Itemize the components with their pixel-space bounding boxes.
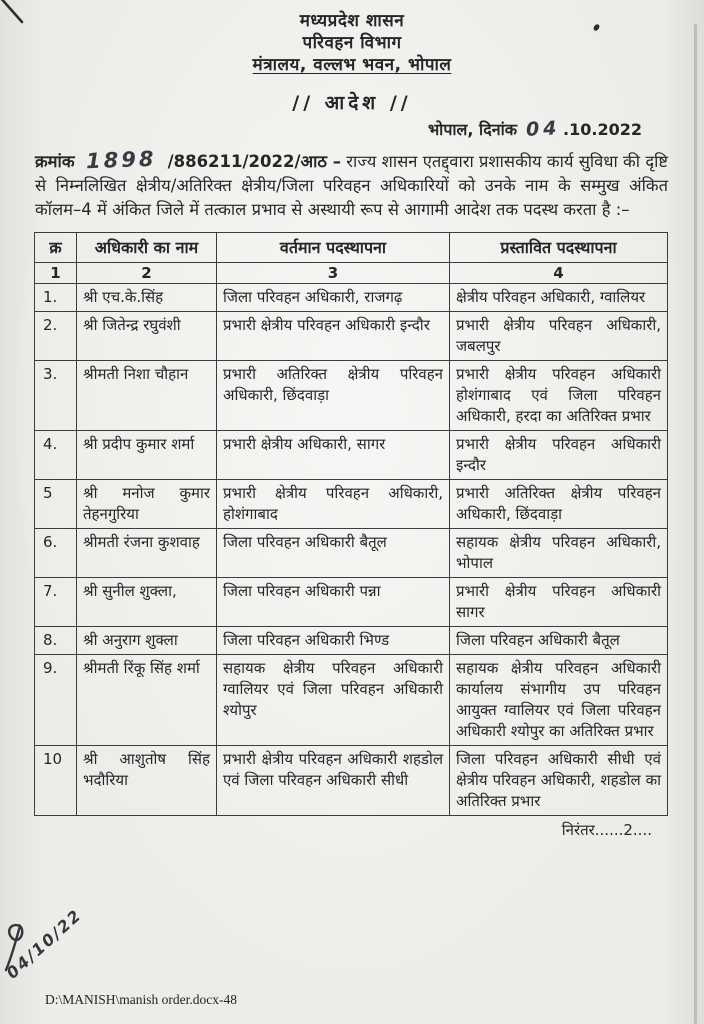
col-header-proposed-posting: प्रस्तावित पदस्थापना bbox=[450, 233, 668, 263]
document-header bbox=[0, 10, 704, 76]
table-row bbox=[35, 627, 668, 655]
cell-serial-number: 10 bbox=[35, 746, 77, 816]
pen-checkmark-topleft bbox=[0, 0, 30, 28]
table-row bbox=[35, 361, 668, 431]
cell-current-posting: जिला परिवहन अधिकारी बैतूल bbox=[217, 529, 450, 578]
cell-serial-number: 8. bbox=[35, 627, 77, 655]
cell-current-posting: प्रभारी क्षेत्रीय परिवहन अधिकारी इन्दौर bbox=[217, 312, 450, 361]
table-row bbox=[35, 431, 668, 480]
cell-officer-name: श्री अनुराग शुक्ला bbox=[77, 627, 217, 655]
ref-number-suffix: /886211/2022/आठ – bbox=[167, 152, 341, 171]
cell-serial-number: 2. bbox=[35, 312, 77, 361]
cell-proposed-posting: प्रभारी क्षेत्रीय परिवहन अधिकारी, जबलपुर bbox=[450, 312, 668, 361]
cell-serial-number: 6. bbox=[35, 529, 77, 578]
handwritten-date-day: 04 bbox=[525, 117, 561, 141]
cell-serial-number: 7. bbox=[35, 578, 77, 627]
cell-officer-name: श्री प्रदीप कुमार शर्मा bbox=[77, 431, 217, 480]
transfer-order-table bbox=[34, 232, 668, 816]
cell-officer-name: श्रीमती रिंकू सिंह शर्मा bbox=[77, 655, 217, 746]
col-header-sno: क्र bbox=[35, 233, 77, 263]
col-number-1: 1 bbox=[35, 263, 77, 284]
cell-proposed-posting: प्रभारी क्षेत्रीय परिवहन अधिकारी होशंगाबाद एवं जिला परिवहन अधिकारी, हरदा का अतिरिक्त प्रभार bbox=[450, 361, 668, 431]
header-government-line: मध्यप्रदेश शासन bbox=[299, 11, 405, 31]
date-month-year: .10.2022 bbox=[563, 120, 642, 139]
cell-current-posting: जिला परिवहन अधिकारी पन्ना bbox=[217, 578, 450, 627]
header-ministry-line: मंत्रालय, वल्लभ भवन, भोपाल bbox=[252, 55, 452, 75]
cell-current-posting: जिला परिवहन अधिकारी भिण्ड bbox=[217, 627, 450, 655]
cell-officer-name: श्रीमती रंजना कुशवाह bbox=[77, 529, 217, 578]
cell-current-posting: जिला परिवहन अधिकारी, राजगढ़ bbox=[217, 284, 450, 312]
cell-officer-name: श्री मनोज कुमार तेहनगुरिया bbox=[77, 480, 217, 529]
document-file-path: D:\MANISH\manish order.docx-48 bbox=[45, 992, 237, 1007]
order-reference-paragraph bbox=[35, 148, 668, 222]
cell-officer-name: श्रीमती निशा चौहान bbox=[77, 361, 217, 431]
order-body-text: राज्य शासन एतद्द्वारा प्रशासकीय कार्य सुविधा की दृष्टि से निम्नलिखित क्षेत्रीय/अतिरिक्त क्षेत्रीय/जिला परिवहन अधिकारियों को उनके नाम के सम्मुख अंकित कॉलम–4 में अंकित जिले में तत्काल प्रभाव से अस्थायी रूप से आगामी आदेश तक पदस्थ करता है :– bbox=[35, 152, 668, 219]
cell-proposed-posting: सहायक क्षेत्रीय परिवहन अधिकारी, भोपाल bbox=[450, 529, 668, 578]
cell-proposed-posting: जिला परिवहन अधिकारी बैतूल bbox=[450, 627, 668, 655]
continuation-note: निरंतर......2.... bbox=[561, 821, 652, 839]
cell-current-posting: प्रभारी क्षेत्रीय परिवहन अधिकारी शहडोल एवं जिला परिवहन अधिकारी सीधी bbox=[217, 746, 450, 816]
table-row bbox=[35, 312, 668, 361]
handwritten-signature-date: 04/10/22 bbox=[2, 905, 86, 983]
cell-proposed-posting: प्रभारी अतिरिक्त क्षेत्रीय परिवहन अधिकारी, छिंदवाड़ा bbox=[450, 480, 668, 529]
table-row bbox=[35, 746, 668, 816]
col-number-4: 4 bbox=[450, 263, 668, 284]
header-department-line: परिवहन विभाग bbox=[302, 33, 402, 53]
cell-current-posting: प्रभारी क्षेत्रीय परिवहन अधिकारी, होशंगाबाद bbox=[217, 480, 450, 529]
table-row bbox=[35, 480, 668, 529]
table-row bbox=[35, 655, 668, 746]
cell-current-posting: प्रभारी क्षेत्रीय अधिकारी, सागर bbox=[217, 431, 450, 480]
cell-officer-name: श्री जितेन्द्र रघुवंशी bbox=[77, 312, 217, 361]
handwritten-ref-number: 1898 bbox=[85, 146, 157, 174]
cell-serial-number: 9. bbox=[35, 655, 77, 746]
place-date-line bbox=[0, 118, 704, 140]
cell-current-posting: सहायक क्षेत्रीय परिवहन अधिकारी ग्वालियर एवं जिला परिवहन अधिकारी श्योपुर bbox=[217, 655, 450, 746]
cell-serial-number: 5 bbox=[35, 480, 77, 529]
cell-officer-name: श्री एच.के.सिंह bbox=[77, 284, 217, 312]
cell-current-posting: प्रभारी अतिरिक्त क्षेत्रीय परिवहन अधिकारी, छिंदवाड़ा bbox=[217, 361, 450, 431]
order-title: // आदेश // bbox=[292, 92, 412, 114]
cell-proposed-posting: सहायक क्षेत्रीय परिवहन अधिकारी कार्यालय संभागीय उप परिवहन आयुक्त ग्वालियर एवं जिला परिवहन अधिकारी श्योपुर का अतिरिक्त प्रभार bbox=[450, 655, 668, 746]
table-header bbox=[35, 233, 668, 284]
cell-proposed-posting: क्षेत्रीय परिवहन अधिकारी, ग्वालियर bbox=[450, 284, 668, 312]
cell-officer-name: श्री सुनील शुक्ला, bbox=[77, 578, 217, 627]
col-number-2: 2 bbox=[77, 263, 217, 284]
col-header-officer-name: अधिकारी का नाम bbox=[77, 233, 217, 263]
cell-serial-number: 3. bbox=[35, 361, 77, 431]
cell-serial-number: 4. bbox=[35, 431, 77, 480]
order-table-body bbox=[35, 284, 668, 816]
table-row bbox=[35, 578, 668, 627]
ref-number-label: क्रमांक bbox=[35, 152, 75, 171]
cell-proposed-posting: जिला परिवहन अधिकारी सीधी एवं क्षेत्रीय परिवहन अधिकारी, शहडोल का अतिरिक्त प्रभार bbox=[450, 746, 668, 816]
place-date-label: भोपाल, दिनांक bbox=[427, 120, 518, 139]
cell-officer-name: श्री आशुतोष सिंह भदौरिया bbox=[77, 746, 217, 816]
cell-serial-number: 1. bbox=[35, 284, 77, 312]
cell-proposed-posting: प्रभारी क्षेत्रीय परिवहन अधिकारी सागर bbox=[450, 578, 668, 627]
table-row bbox=[35, 284, 668, 312]
col-number-3: 3 bbox=[217, 263, 450, 284]
scan-page-edge-shadow bbox=[694, 24, 697, 1024]
cell-proposed-posting: प्रभारी क्षेत्रीय परिवहन अधिकारी इन्दौर bbox=[450, 431, 668, 480]
col-header-current-posting: वर्तमान पदस्थापना bbox=[217, 233, 450, 263]
table-row bbox=[35, 529, 668, 578]
